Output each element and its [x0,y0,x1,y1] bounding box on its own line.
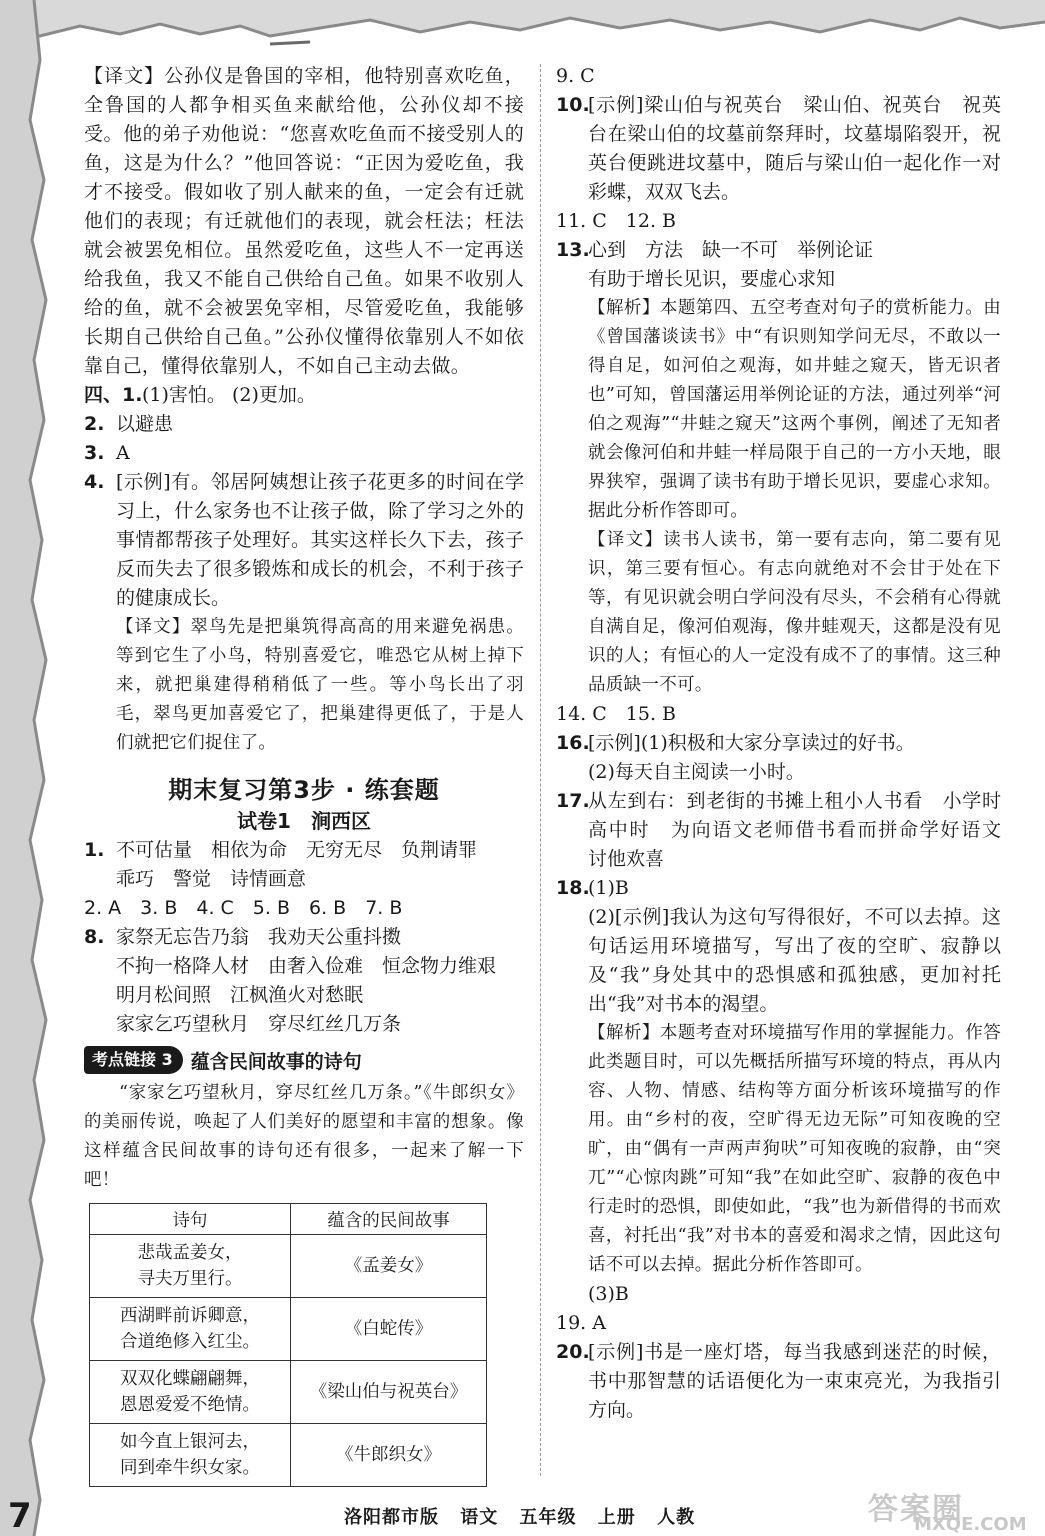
answer-number: 10. [556,94,590,116]
answer-text: (3)B [588,1283,629,1305]
answer-text: 心到 方法 缺一不可 举例论证 [588,239,874,261]
answer-18 [556,874,1001,1019]
story-cell: 《梁山伯与祝英台》 [291,1361,487,1424]
answer-9 [556,62,1001,91]
answer-s8 [84,923,524,1039]
watermark-url: MXQE.COM [914,1514,1027,1535]
answer-19 [556,1309,1001,1338]
answer-line: 19. A [556,1312,606,1334]
watermark-logo-text: 答案圈 [868,1492,964,1527]
answer-text-cont: 有助于增长见识，要虚心求知 [588,268,836,290]
answer-line: 2. A 3. B 4. C 5. B 6. B 7. B [84,897,403,919]
column-divider [540,64,541,1476]
table-header-story: 蕴含的民间故事 [291,1204,487,1235]
torn-paper-top-edge [0,0,1045,60]
knowledge-link-badge: 考点链接 3 [84,1046,183,1074]
answer-text: 从左到右：到老街的书摊上租小人书看 小学时 高中时 为向语文老师借书看而拼命学好语文 讨他欢喜 [588,790,1021,870]
torn-paper-left-edge [0,0,60,1536]
story-cell: 《白蛇传》 [291,1298,487,1361]
answer-number: 20. [556,1341,590,1363]
section-subtitle: 试卷1 涧西区 [237,809,371,833]
answer-number: 17. [556,790,590,812]
answer-number: 四、1. [84,384,143,406]
answer-14-15 [556,700,1001,729]
answer-s2-7 [84,894,524,923]
translation-paragraph-gongsunyi: 【译文】公孙仪是鲁国的宰相，他特别喜欢吃鱼，全鲁国的人都争相买鱼来献给他，公孙仪却不接受。他的弟子劝他说：“您喜欢吃鱼而不接受别人的鱼，这是为什么？”他回答说：“正因为爱吃鱼，我才不接受。假如收了别人献来的鱼，一定会有迁就他们的表现；有迁就他们的表现，就会枉法；枉法就会被罢免相位。虽然爱吃鱼，这些人不一定再送给我鱼，我又不能自己供给自己鱼。如果不收别人给的鱼，就不会被罢免宰相，尽管爱吃鱼，我能够长期自己供给自己鱼。”公孙仪懂得依靠别人不如依靠自己，懂得依靠别人，不如自己主动去做。 [84,65,524,377]
answer-text: [示例]有。邻居阿姨想让孩子花更多的时间在学习上，什么家务也不让孩子做，除了学习之外的事情都帮孩子处理好。其实这样长久下去，孩子反而失去了很多锻炼和成长的机会，不利于孩子的健康成长。 [116,471,524,609]
answer-line-a: 家祭无忘告乃翁 我劝天公重抖擞 [116,926,402,948]
answer-s1 [84,836,524,894]
answer-text-cont: (2)每天自主阅读一小时。 [588,761,805,783]
table-row [90,1361,487,1424]
table-header-row [90,1204,487,1235]
answer-text: 不可估量 相依为命 无穷无尽 负荆请罪 [116,839,478,861]
answer-11-12 [556,207,1001,236]
story-cell: 《牛郎织女》 [291,1424,487,1487]
table-row [90,1235,487,1298]
analysis-paragraph-13: 【解析】本题第四、五空考查对句子的赏析能力。由《曾国藩谈读书》中“有识则知学问无尽，不敢以一得自足，如河伯之观海，如井蛙之窥天，皆无识者也”可知，曾国藩运用举例论证的方法，通过列举“河伯之观海”“井蛙之窥天”这两个事例，阐述了无知者就会像河伯和井蛙一样局限于自己的一方小天地，眼界狭窄，强调了读书有助于增长见识，要虚心求知。据此分析作答即可。 [588,298,1001,521]
answer-line-b: 不拘一格降人材 由奢入俭难 恒念物力维艰 [116,955,497,977]
answer-text-cont: (2)[示例]我认为这句写得很好，不可以去掉。这句话运用环境描写，写出了夜的空旷、寂静以及“我”身处其中的恐惧感和孤独感，更加衬托出“我”对书本的渴望。 [588,906,1001,1015]
answer-4-1 [84,381,524,410]
translation-paragraph-kingfisher: 【译文】翠鸟先是把巢筑得高高的用来避免祸患。等到它生了小鸟，特别喜爱它，唯恐它从树上掉下来，就把巢建得稍稍低了一些。等小鸟长出了羽毛，翠鸟更加喜爱它了，把巢建得更低了，于是人们就把它们捉住了。 [116,617,524,753]
answer-number: 1. [84,839,105,861]
answer-line: 14. C 15. B [556,703,677,725]
answer-text: [示例](1)积极和大家分享读过的好书。 [588,732,915,754]
answer-4-3 [84,439,524,468]
answer-text: [示例]书是一座灯塔，每当我感到迷茫的时候，书中那智慧的话语便化为一束束亮光，为我指引方向。 [588,1341,1001,1421]
knowledge-link-intro: “家家乞巧望秋月，穿尽红丝几万条。”《牛郎织女》的美丽传说，唤起了人们美好的愿望和丰富的想象。像这样蕴含民间故事的诗句还有很多，一起来了解一下吧！ [84,1083,524,1190]
answer-10 [556,91,1001,207]
answer-number: 8. [84,926,105,948]
page-number: 7 [8,1496,32,1536]
answer-13 [556,236,1001,294]
answer-20 [556,1338,1001,1425]
table-row [90,1424,487,1487]
table-header-poem: 诗句 [90,1204,291,1235]
answer-text: (1)害怕。 (2)更加。 [142,384,316,406]
answer-line-d: 家家乞巧望秋月 穿尽红丝几万条 [116,1013,402,1035]
right-column [556,62,1021,1425]
answer-text: [示例]梁山伯与祝英台 梁山伯、祝英台 祝英台在梁山伯的坟墓前祭拜时，坟墓塌陷裂开，祝英台便跳进坟墓中，随后与梁山伯一起化作一对彩蝶，双双飞去。 [588,94,1001,203]
watermark-logo [860,1484,1040,1536]
answer-17 [556,787,1021,874]
knowledge-link-title: 蕴含民间故事的诗句 [190,1050,362,1073]
answer-18-3 [556,1280,1001,1309]
answer-text: A [116,442,130,464]
footer-edition-text: 洛阳都市版 语文 五年级 上册 人教 [344,1507,696,1528]
left-column [84,62,524,1487]
translation-paragraph-13: 【译文】读书人读书，第一要有志向，第二要有见识，第三要有恒心。有志向就绝对不会甘于处在下等，有见识就会明白学问没有尽头，不会稍有心得就自满自足，像河伯观海，像井蛙观天，这都是没有见识的人；有恒心的人一定没有成不了的事情。这三种品质缺一不可。 [588,530,1001,695]
knowledge-link-header [84,1045,524,1075]
answer-4-4 [84,468,524,613]
table-row [90,1298,487,1361]
answer-number: 4. [84,471,105,493]
poem-cell: 悲哉孟姜女， 寻夫万里行。 [90,1235,291,1298]
poem-cell: 如今直上银河去， 同到牵牛织女家。 [90,1424,291,1487]
answer-number: 13. [556,239,590,261]
answer-16 [556,729,1001,787]
answer-text-cont: 乖巧 警觉 诗情画意 [116,868,307,890]
answer-text: (1)B [588,877,629,899]
answer-line-c: 明月松间照 江枫渔火对愁眠 [116,984,364,1006]
answer-number: 16. [556,732,590,754]
answer-number: 2. [84,413,105,435]
analysis-paragraph-18: 【解析】本题考查对环境描写作用的掌握能力。作答此类题目时，可以先概括所描写环境的特点，再从内容、人物、情感、结构等方面分析该环境描写的作用。由“乡村的夜，空旷得无边无际”可知夜晚的空旷，由“偶有一声两声狗吠”可知夜晚的寂静，由“突兀”“心惊肉跳”可知“我”在如此空旷、寂静的夜色中行走时的恐惧，即使如此，“我”也为新借得的书而欢喜，衬托出“我”对书本的喜爱和渴求之情，因此这句话不可以去掉。据此分析作答即可。 [588,1023,1001,1275]
section-title: 期末复习第3步 · 练套题 [168,776,440,804]
poem-cell: 双双化蝶翩翩舞， 恩恩爱爱不绝情。 [90,1361,291,1424]
answer-line: 11. C 12. B [556,210,677,232]
answer-4-2 [84,410,524,439]
poem-story-table [89,1203,487,1487]
poem-cell: 西湖畔前诉卿意， 合道绝修入红尘。 [90,1298,291,1361]
answer-line: 9. C [556,65,595,87]
story-cell: 《孟姜女》 [291,1235,487,1298]
answer-number: 18. [556,877,590,899]
answer-number: 3. [84,442,105,464]
answer-text: 以避患 [116,413,174,435]
